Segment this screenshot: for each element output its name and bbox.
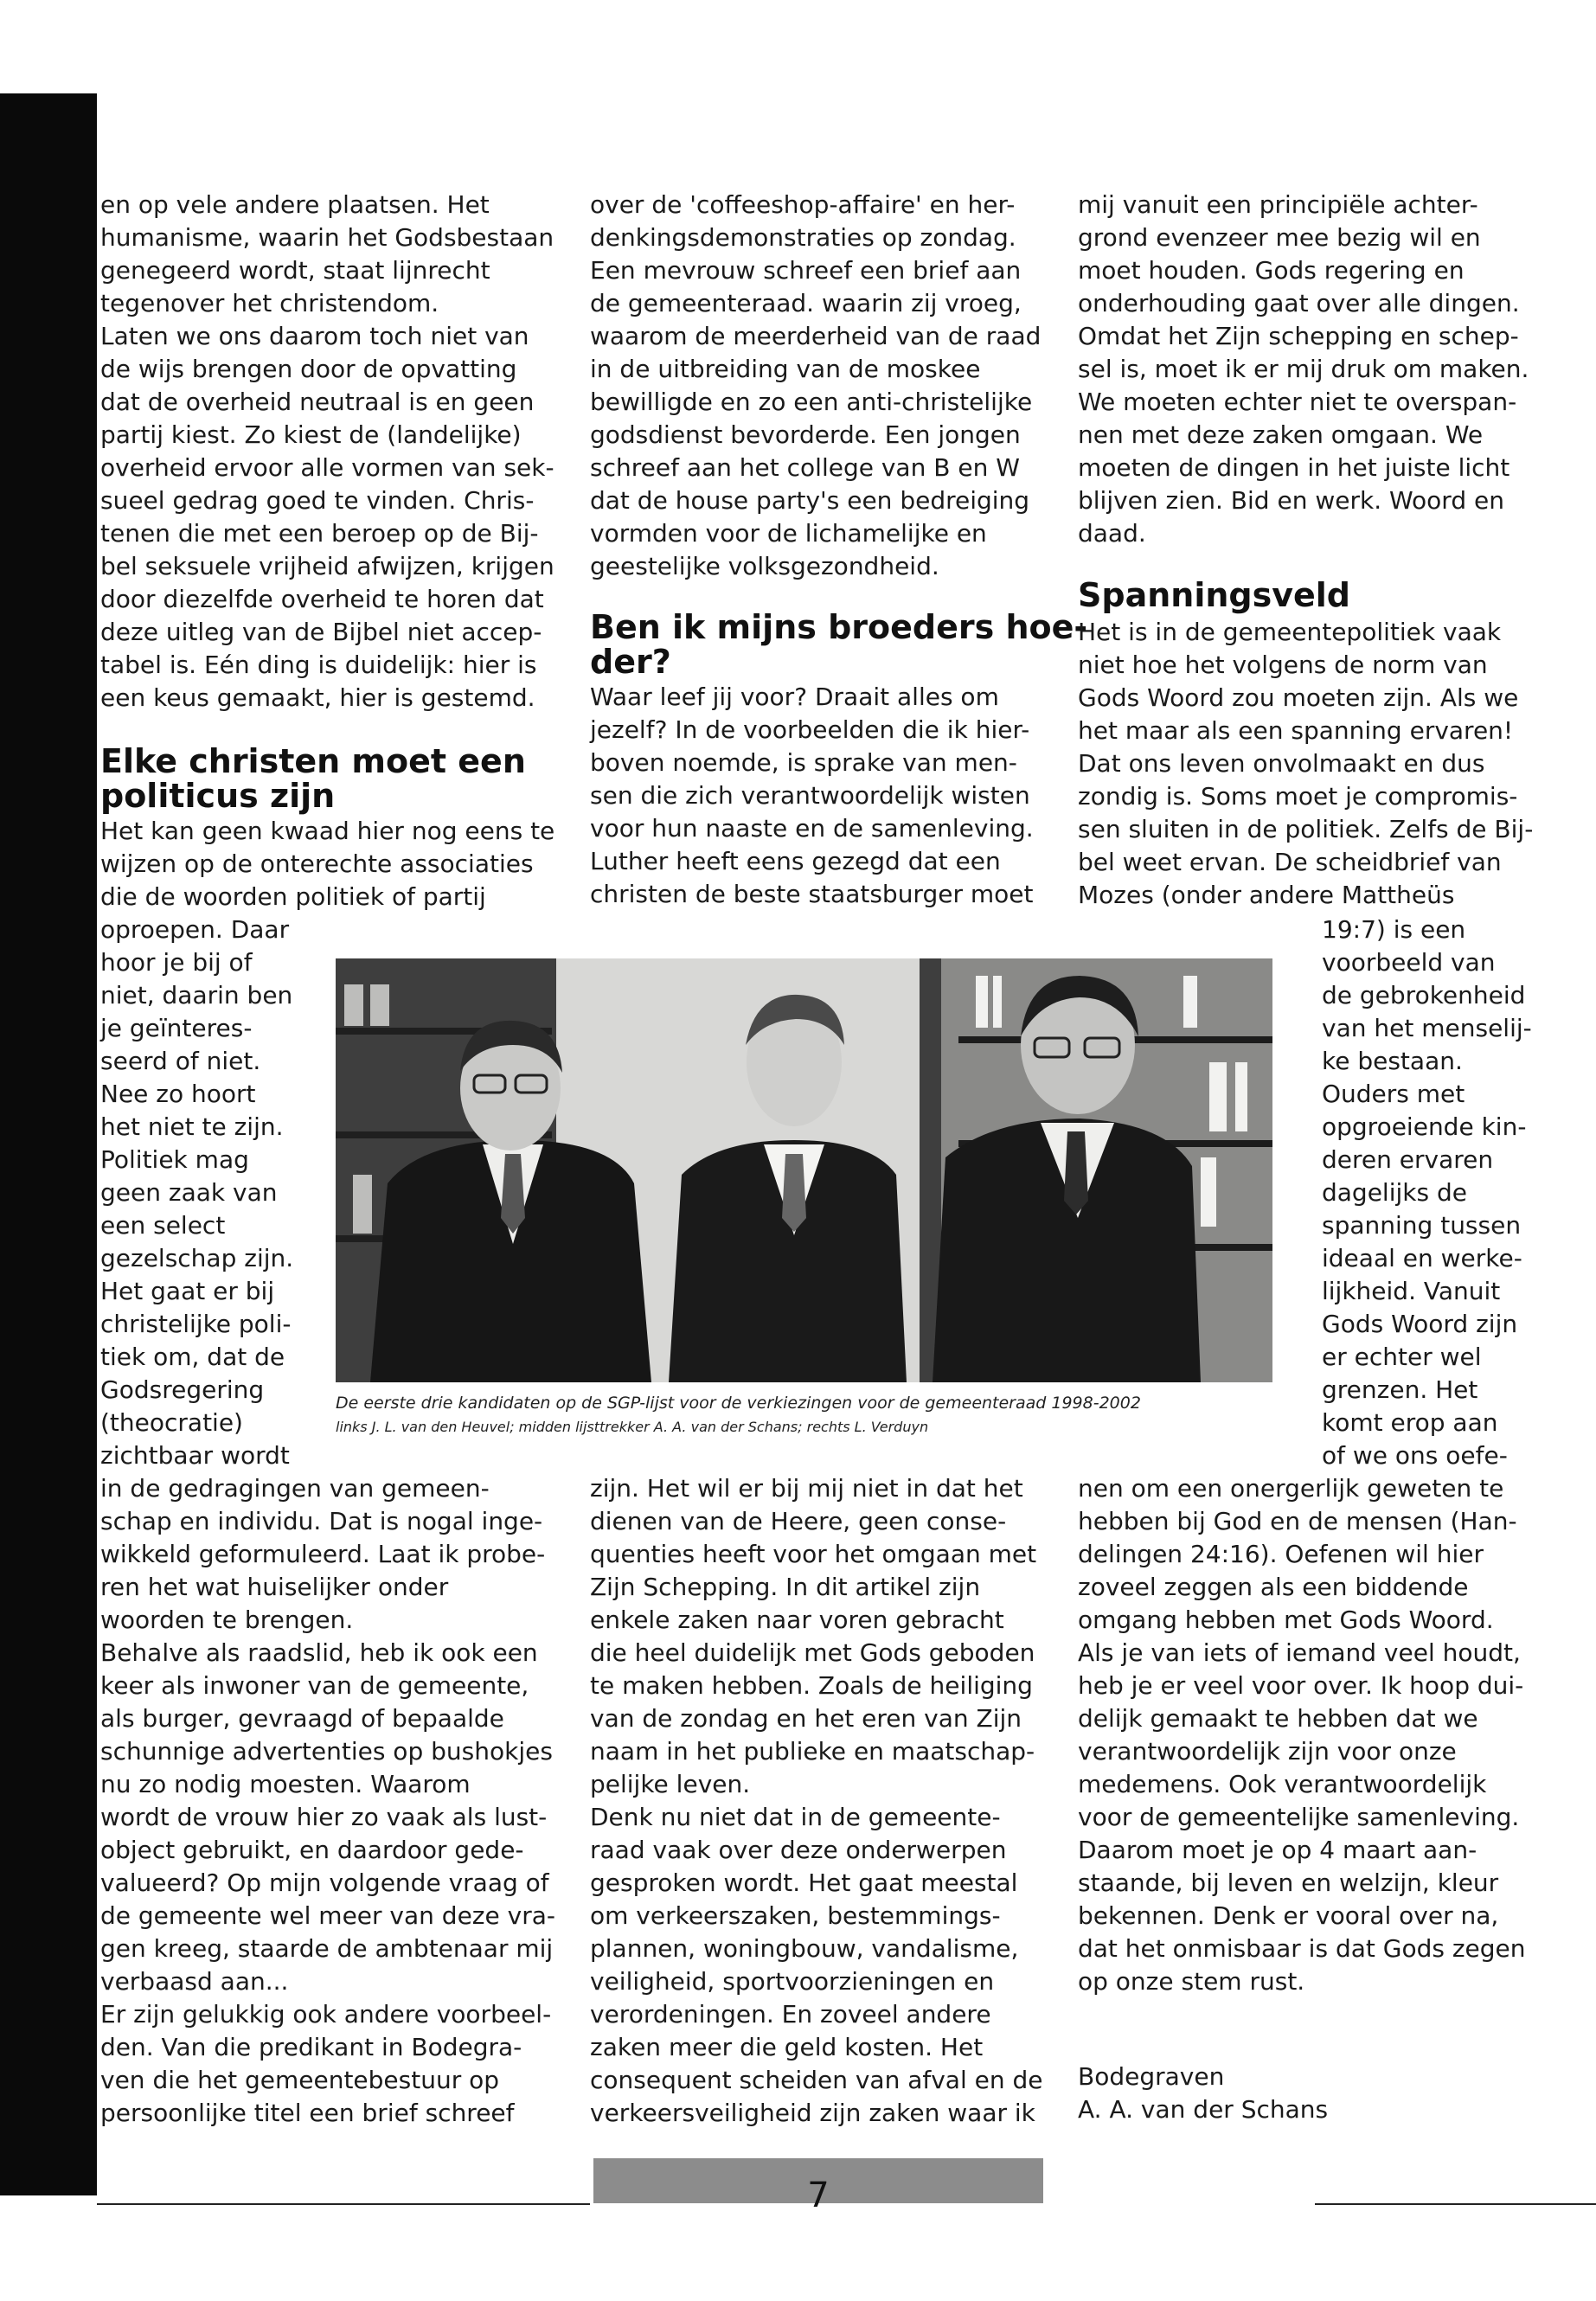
col3-narrow-line: of we ons oefe- xyxy=(1322,1441,1508,1470)
col3-mid-line: het maar als een spanning ervaren! xyxy=(1078,716,1514,745)
col2-bottom-line: verkeersveiligheid zijn zaken waar ik xyxy=(590,2099,1035,2127)
col1-top-line: partij kiest. Zo kiest de (landelijke) xyxy=(100,420,522,449)
col3-top-line: moet houden. Gods regering en xyxy=(1078,256,1465,285)
col1-bottom-line: schap en individu. Dat is nogal inge- xyxy=(100,1507,543,1535)
col3-narrow-line: dagelijks de xyxy=(1322,1178,1467,1207)
col3-top-text xyxy=(1078,189,1529,550)
footer-rule-left xyxy=(97,2203,590,2205)
candidates-photo-illustration xyxy=(336,958,1272,1382)
col1-top-line: Laten we ons daarom toch niet van xyxy=(100,322,529,350)
col2-mid-text xyxy=(590,681,1034,911)
col3-bottom-text xyxy=(1078,1472,1526,1998)
col3-bottom-line: verantwoordelijk zijn voor onze xyxy=(1078,1737,1457,1766)
col1-bottom-line: schunnige advertenties op bushokjes xyxy=(100,1737,553,1766)
col2-top-line: de gemeenteraad. waarin zij vroeg, xyxy=(590,289,1022,317)
col1-narrow-text xyxy=(100,913,293,1472)
col1-bottom-line: ren het wat huiselijker onder xyxy=(100,1573,449,1601)
col3-narrow-line: komt erop aan xyxy=(1322,1408,1498,1437)
col2-mid-line: christen de beste staatsburger moet xyxy=(590,880,1034,908)
col3-top-line: onderhouding gaat over alle dingen. xyxy=(1078,289,1520,317)
col3-mid-line: Dat ons leven onvolmaakt en dus xyxy=(1078,749,1485,778)
col1-mid-line: die de woorden politiek of partij xyxy=(100,882,486,911)
heading-broeder-line: Ben ik mijns broeders hoe- xyxy=(590,608,1088,646)
col2-top-line: bewilligde en zo een anti-christelijke xyxy=(590,388,1033,416)
col1-top-line: tenen die met een beroep op de Bij- xyxy=(100,519,539,548)
col1-narrow-line: hoor je bij of xyxy=(100,948,253,977)
col1-bottom-line: Behalve als raadslid, heb ik ook een xyxy=(100,1638,538,1667)
col1-bottom-line: Er zijn gelukkig ook andere voorbeel- xyxy=(100,2000,552,2029)
col3-mid-text xyxy=(1078,616,1533,912)
col1-mid-text xyxy=(100,815,554,913)
col1-narrow-line: Godsregering xyxy=(100,1375,265,1404)
heading-spanningsveld: Spanningsveld xyxy=(1078,576,1350,614)
col1-narrow-line: tiek om, dat de xyxy=(100,1343,285,1371)
col2-mid-line: Waar leef jij voor? Draait alles om xyxy=(590,683,999,711)
col2-top-line: in de uitbreiding van de moskee xyxy=(590,355,981,383)
col1-narrow-line: Politiek mag xyxy=(100,1145,249,1174)
col3-bottom-line: dat het onmisbaar is dat Gods zegen xyxy=(1078,1934,1526,1963)
col3-mid-line: niet hoe het volgens de norm van xyxy=(1078,651,1488,679)
col1-bottom-line: ven die het gemeentebestuur op xyxy=(100,2066,500,2094)
col3-bottom-line: nen om een onergerlijk geweten te xyxy=(1078,1474,1504,1503)
col2-bottom-line: om verkeerszaken, bestemmings- xyxy=(590,1901,1001,1930)
col3-narrow-line: de gebrokenheid xyxy=(1322,981,1526,1009)
col1-bottom-line: als burger, gevraagd of bepaalde xyxy=(100,1704,504,1733)
col2-bottom-line: van de zondag en het eren van Zijn xyxy=(590,1704,1022,1733)
col3-bottom-line: bekennen. Denk er vooral over na, xyxy=(1078,1901,1499,1930)
col1-narrow-line: seerd of niet. xyxy=(100,1047,261,1075)
scan-edge-bar xyxy=(0,93,97,2195)
col2-bottom-line: verordeningen. En zoveel andere xyxy=(590,2000,991,2029)
col3-narrow-line: 19:7) is een xyxy=(1322,915,1466,944)
signature-place: Bodegraven xyxy=(1078,2062,1225,2091)
col1-top-line: overheid ervoor alle vormen van sek- xyxy=(100,453,554,482)
col3-mid-line: bel weet ervan. De scheidbrief van xyxy=(1078,848,1502,876)
col3-top-line: sel is, moet ik er mij druk om maken. xyxy=(1078,355,1529,383)
col2-bottom-line: consequent scheiden van afval en de xyxy=(590,2066,1043,2094)
col1-narrow-line: het niet te zijn. xyxy=(100,1112,284,1141)
col1-bottom-line: keer als inwoner van de gemeente, xyxy=(100,1671,529,1700)
col2-mid-line: boven noemde, is sprake van men- xyxy=(590,748,1017,777)
col3-narrow-line: lijkheid. Vanuit xyxy=(1322,1277,1501,1305)
col2-mid-line: sen die zich verantwoordelijk wisten xyxy=(590,781,1030,810)
col1-bottom-text xyxy=(100,1472,555,2130)
col1-narrow-line: Nee zo hoort xyxy=(100,1080,256,1108)
col1-top-line: door diezelfde overheid te horen dat xyxy=(100,585,544,613)
candidates-photo xyxy=(336,958,1272,1382)
col3-bottom-line: Daarom moet je op 4 maart aan- xyxy=(1078,1836,1477,1864)
col1-top-line: dat de overheid neutraal is en geen xyxy=(100,388,535,416)
col2-bottom-line: Denk nu niet dat in de gemeente- xyxy=(590,1803,1001,1831)
col2-bottom-line: veiligheid, sportvoorzieningen en xyxy=(590,1967,995,1996)
col1-bottom-line: wikkeld geformuleerd. Laat ik probe- xyxy=(100,1540,546,1568)
col1-narrow-line: een select xyxy=(100,1211,226,1240)
col3-top-line: grond evenzeer mee bezig wil en xyxy=(1078,223,1481,252)
heading-christen-line: Elke christen moet een xyxy=(100,742,526,780)
col1-top-line: bel seksuele vrijheid afwijzen, krijgen xyxy=(100,552,554,580)
col2-bottom-line: naam in het publieke en maatschap- xyxy=(590,1737,1035,1766)
col2-bottom-line: die heel duidelijk met Gods geboden xyxy=(590,1638,1035,1667)
col1-top-line: tegenover het christendom. xyxy=(100,289,439,317)
col1-narrow-line: christelijke poli- xyxy=(100,1310,292,1338)
footer-rule-right xyxy=(1315,2203,1596,2205)
col1-bottom-line: nu zo nodig moesten. Waarom xyxy=(100,1770,471,1798)
col3-narrow-line: spanning tussen xyxy=(1322,1211,1522,1240)
col1-bottom-line: persoonlijke titel een brief schreef xyxy=(100,2099,515,2127)
col1-top-text xyxy=(100,189,554,715)
col3-mid-line: Het is in de gemeentepolitiek vaak xyxy=(1078,618,1502,646)
col2-top-line: Een mevrouw schreef een brief aan xyxy=(590,256,1022,285)
col2-top-line: over de 'coffeeshop-affaire' en her- xyxy=(590,190,1016,219)
col3-bottom-line: op onze stem rust. xyxy=(1078,1967,1305,1996)
col1-bottom-line: gen kreeg, staarde de ambtenaar mij xyxy=(100,1934,554,1963)
col3-narrow-line: ideaal en werke- xyxy=(1322,1244,1522,1272)
col3-top-line: blijven zien. Bid en werk. Woord en xyxy=(1078,486,1504,515)
caption-line-2: links J. L. van den Heuvel; midden lijsttrekker A. A. van der Schans; rechts L. Verduyn xyxy=(336,1419,929,1435)
col3-bottom-line: delingen 24:16). Oefenen wil hier xyxy=(1078,1540,1484,1568)
page-number: 7 xyxy=(807,2176,830,2215)
col3-top-line: daad. xyxy=(1078,519,1146,548)
col2-top-line: godsdienst bevorderde. Een jongen xyxy=(590,420,1021,449)
col3-top-line: We moeten echter niet te overspan- xyxy=(1078,388,1517,416)
col2-bottom-line: pelijke leven. xyxy=(590,1770,751,1798)
col2-bottom-line: te maken hebben. Zoals de heiliging xyxy=(590,1671,1033,1700)
col3-top-line: mij vanuit een principiële achter- xyxy=(1078,190,1478,219)
col1-top-line: humanisme, waarin het Godsbestaan xyxy=(100,223,554,252)
signature xyxy=(1078,2061,1328,2126)
col3-top-line: nen met deze zaken omgaan. We xyxy=(1078,420,1484,449)
col1-top-line: deze uitleg van de Bijbel niet accep- xyxy=(100,618,542,646)
col2-bottom-line: quenties heeft voor het omgaan met xyxy=(590,1540,1037,1568)
col1-mid-line: Het kan geen kwaad hier nog eens te xyxy=(100,817,555,845)
col3-narrow-line: opgroeiende kin- xyxy=(1322,1112,1527,1141)
col2-top-line: denkingsdemonstraties op zondag. xyxy=(590,223,1016,252)
col2-bottom-line: Zijn Schepping. In dit artikel zijn xyxy=(590,1573,981,1601)
col1-narrow-line: zichtbaar wordt xyxy=(100,1441,290,1470)
col1-narrow-line: oproepen. Daar xyxy=(100,915,290,944)
col2-mid-line: voor hun naaste en de samenleving. xyxy=(590,814,1034,843)
col3-narrow-line: Gods Woord zijn xyxy=(1322,1310,1518,1338)
col1-mid-line: wijzen op de onterechte associaties xyxy=(100,849,534,878)
col3-narrow-text xyxy=(1322,913,1532,1472)
col3-bottom-line: voor de gemeentelijke samenleving. xyxy=(1078,1803,1520,1831)
heading-christen-line: politicus zijn xyxy=(100,777,336,815)
col3-bottom-line: medemens. Ook verantwoordelijk xyxy=(1078,1770,1487,1798)
col1-bottom-line: den. Van die predikant in Bodegra- xyxy=(100,2033,522,2061)
col3-bottom-line: hebben bij God en de mensen (Han- xyxy=(1078,1507,1517,1535)
heading-elke-christen xyxy=(100,744,526,813)
col1-bottom-line: wordt de vrouw hier zo vaak als lust- xyxy=(100,1803,548,1831)
col3-narrow-line: ke bestaan. xyxy=(1322,1047,1463,1075)
col1-bottom-line: valueerd? Op mijn volgende vraag of xyxy=(100,1868,549,1897)
col3-narrow-line: voorbeeld van xyxy=(1322,948,1496,977)
col2-bottom-line: plannen, woningbouw, vandalisme, xyxy=(590,1934,1019,1963)
photo-caption xyxy=(336,1391,1141,1439)
col3-narrow-line: er echter wel xyxy=(1322,1343,1482,1371)
signature-name: A. A. van der Schans xyxy=(1078,2095,1329,2124)
col2-top-line: dat de house party's een bedreiging xyxy=(590,486,1030,515)
col3-bottom-line: heb je er veel voor over. Ik hoop dui- xyxy=(1078,1671,1524,1700)
col2-top-line: schreef aan het college van B en W xyxy=(590,453,1020,482)
col1-bottom-line: in de gedragingen van gemeen- xyxy=(100,1474,490,1503)
col2-top-line: waarom de meerderheid van de raad xyxy=(590,322,1042,350)
col1-narrow-line: Het gaat er bij xyxy=(100,1277,275,1305)
col1-bottom-line: woorden te brengen. xyxy=(100,1606,354,1634)
col3-narrow-line: deren ervaren xyxy=(1322,1145,1494,1174)
col1-bottom-line: verbaasd aan... xyxy=(100,1967,289,1996)
col2-bottom-line: raad vaak over deze onderwerpen xyxy=(590,1836,1007,1864)
col2-bottom-line: gesproken wordt. Het gaat meestal xyxy=(590,1868,1018,1897)
col1-bottom-line: de gemeente wel meer van deze vra- xyxy=(100,1901,555,1930)
col3-narrow-line: van het menselij- xyxy=(1322,1014,1532,1042)
col3-top-line: Omdat het Zijn schepping en schep- xyxy=(1078,322,1519,350)
col3-mid-line: sen sluiten in de politiek. Zelfs de Bij- xyxy=(1078,815,1534,843)
col1-top-line: sueel gedrag goed te vinden. Chris- xyxy=(100,486,535,515)
col3-narrow-line: grenzen. Het xyxy=(1322,1375,1478,1404)
col2-bottom-text xyxy=(590,1472,1043,2130)
col1-top-line: genegeerd wordt, staat lijnrecht xyxy=(100,256,490,285)
col2-top-line: geestelijke volksgezondheid. xyxy=(590,552,939,580)
col1-narrow-line: je geïnteres- xyxy=(100,1014,253,1042)
col1-top-line: een keus gemaakt, hier is gestemd. xyxy=(100,683,535,712)
col2-bottom-line: zijn. Het wil er bij mij niet in dat het xyxy=(590,1474,1023,1503)
col3-bottom-line: staande, bij leven en welzijn, kleur xyxy=(1078,1868,1499,1897)
col2-bottom-line: zaken meer die geld kosten. Het xyxy=(590,2033,984,2061)
col1-bottom-line: object gebruikt, en daardoor gede- xyxy=(100,1836,524,1864)
col3-bottom-line: omgang hebben met Gods Woord. xyxy=(1078,1606,1494,1634)
col3-bottom-line: delijk gemaakt te hebben dat we xyxy=(1078,1704,1478,1733)
col2-top-text xyxy=(590,189,1041,583)
col3-mid-line: zondig is. Soms moet je compromis- xyxy=(1078,782,1518,811)
col3-bottom-line: Als je van iets of iemand veel houdt, xyxy=(1078,1638,1521,1667)
col1-narrow-line: niet, daarin ben xyxy=(100,981,293,1009)
caption-line-1: De eerste drie kandidaten op de SGP-lijst voor de verkiezingen voor de gemeenteraad 1998-2002 xyxy=(336,1394,1141,1413)
col1-narrow-line: geen zaak van xyxy=(100,1178,278,1207)
col2-bottom-line: enkele zaken naar voren gebracht xyxy=(590,1606,1004,1634)
col3-top-line: moeten de dingen in het juiste licht xyxy=(1078,453,1510,482)
col3-mid-line: Gods Woord zou moeten zijn. Als we xyxy=(1078,683,1519,712)
col1-top-line: en op vele andere plaatsen. Het xyxy=(100,190,490,219)
col2-mid-line: jezelf? In de voorbeelden die ik hier- xyxy=(590,715,1030,744)
col3-bottom-line: zoveel zeggen als een biddende xyxy=(1078,1573,1469,1601)
col3-mid-line: Mozes (onder andere Mattheüs xyxy=(1078,881,1455,909)
col1-top-line: de wijs brengen door de opvatting xyxy=(100,355,517,383)
col2-top-line: vormden voor de lichamelijke en xyxy=(590,519,987,548)
col1-narrow-line: gezelschap zijn. xyxy=(100,1244,294,1272)
col3-narrow-line: Ouders met xyxy=(1322,1080,1465,1108)
heading-broeder-line: der? xyxy=(590,643,671,681)
heading-broeders-hoeder xyxy=(590,610,1087,679)
col2-mid-line: Luther heeft eens gezegd dat een xyxy=(590,847,1001,875)
col1-narrow-line: (theocratie) xyxy=(100,1408,243,1437)
page-number-tab xyxy=(593,2158,1043,2215)
col2-bottom-line: dienen van de Heere, geen conse- xyxy=(590,1507,1007,1535)
col1-top-line: tabel is. Eén ding is duidelijk: hier is xyxy=(100,651,537,679)
